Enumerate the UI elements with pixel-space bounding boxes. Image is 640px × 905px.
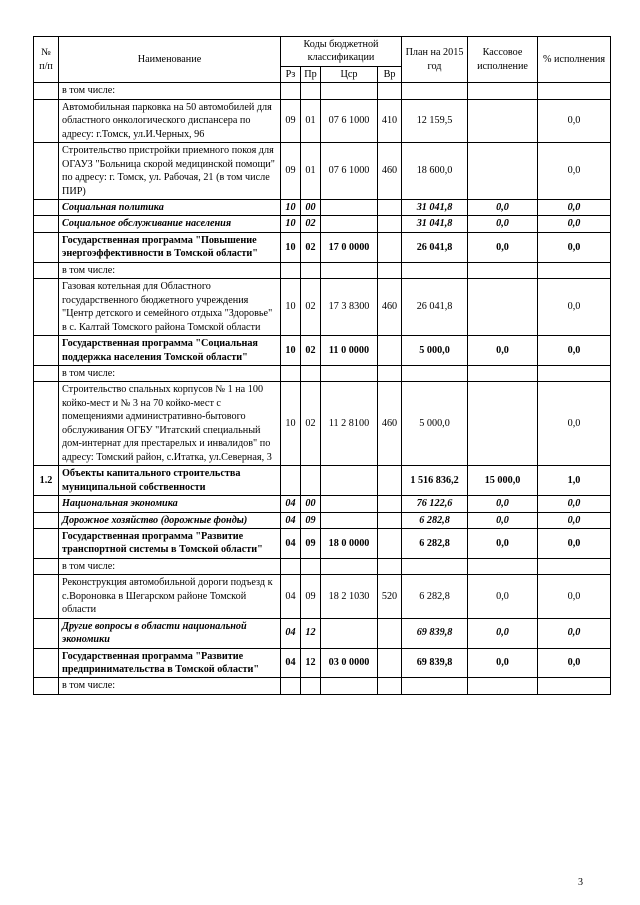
cell-pr (301, 83, 321, 99)
cell-csr (321, 466, 378, 496)
cell-pct: 0,0 (538, 199, 611, 215)
cell-rz: 10 (281, 199, 301, 215)
cell-pr: 00 (301, 199, 321, 215)
cell-plan: 5 000,0 (402, 336, 468, 366)
cell-pct: 0,0 (538, 618, 611, 648)
cell-csr: 18 2 1030 (321, 575, 378, 618)
cell-name: Объекты капитального строительства муниципальной собственности (59, 466, 281, 496)
cell-name: Другие вопросы в области национальной экономики (59, 618, 281, 648)
cell-name: Автомобильная парковка на 50 автомобилей для областного онкологического диспансера по адресу: г.Томск, ул.И.Черных, 96 (59, 99, 281, 142)
cell-plan: 76 122,6 (402, 496, 468, 512)
cell-pct: 0,0 (538, 232, 611, 262)
cell-name: Строительство пристройки приемного покоя для ОГАУЗ "Больница скорой медицинской помощи" по адресу: г. Томск, ул. Рабочая, 21 (в том числе ПИР) (59, 143, 281, 200)
cell-plan: 1 516 836,2 (402, 466, 468, 496)
cell-plan: 6 282,8 (402, 512, 468, 528)
cell-num (34, 618, 59, 648)
cell-plan: 31 041,8 (402, 216, 468, 232)
cell-name: Реконструкция автомобильной дороги подъезд к с.Вороновка в Шегарском районе Томской области (59, 575, 281, 618)
cell-vr (378, 558, 402, 574)
cell-name: Государственная программа "Развитие транспортной системы в Томской области" (59, 528, 281, 558)
cell-name: Социальная политика (59, 199, 281, 215)
cell-pr: 02 (301, 232, 321, 262)
cell-plan (402, 558, 468, 574)
cell-pr: 02 (301, 382, 321, 466)
cell-pr: 00 (301, 496, 321, 512)
cell-plan: 26 041,8 (402, 232, 468, 262)
cell-csr: 03 0 0000 (321, 648, 378, 678)
cell-num (34, 365, 59, 381)
cell-pct (538, 365, 611, 381)
cell-rz: 09 (281, 99, 301, 142)
cell-vr: 410 (378, 99, 402, 142)
cell-cash: 0,0 (468, 199, 538, 215)
cell-cash (468, 262, 538, 278)
cell-rz (281, 262, 301, 278)
cell-rz: 04 (281, 496, 301, 512)
cell-num (34, 575, 59, 618)
cell-plan: 31 041,8 (402, 199, 468, 215)
cell-cash: 0,0 (468, 512, 538, 528)
table-row (34, 232, 611, 262)
cell-plan (402, 83, 468, 99)
cell-pct: 0,0 (538, 648, 611, 678)
cell-pr (301, 466, 321, 496)
cell-pr (301, 678, 321, 694)
cell-cash (468, 365, 538, 381)
cell-name: в том числе: (59, 262, 281, 278)
cell-num (34, 528, 59, 558)
cell-rz: 04 (281, 528, 301, 558)
table-row (34, 528, 611, 558)
cell-pr: 12 (301, 648, 321, 678)
cell-pct: 0,0 (538, 496, 611, 512)
cell-rz (281, 466, 301, 496)
cell-plan: 26 041,8 (402, 279, 468, 336)
header-plan: План на 2015 год (402, 37, 468, 83)
table-row (34, 336, 611, 366)
cell-pr (301, 365, 321, 381)
cell-rz (281, 558, 301, 574)
cell-vr (378, 336, 402, 366)
cell-csr (321, 83, 378, 99)
cell-pr: 09 (301, 512, 321, 528)
table-row (34, 143, 611, 200)
cell-csr (321, 618, 378, 648)
cell-csr (321, 558, 378, 574)
cell-pct (538, 83, 611, 99)
cell-csr (321, 512, 378, 528)
cell-vr (378, 496, 402, 512)
cell-pct (538, 678, 611, 694)
cell-csr (321, 678, 378, 694)
cell-csr (321, 199, 378, 215)
cell-vr (378, 83, 402, 99)
cell-cash (468, 678, 538, 694)
cell-cash (468, 382, 538, 466)
cell-pct (538, 262, 611, 278)
table-row (34, 512, 611, 528)
table-row (34, 199, 611, 215)
cell-cash: 0,0 (468, 216, 538, 232)
table-row (34, 99, 611, 142)
cell-plan (402, 678, 468, 694)
cell-vr (378, 216, 402, 232)
cell-rz: 10 (281, 382, 301, 466)
cell-num: 1.2 (34, 466, 59, 496)
cell-cash: 0,0 (468, 648, 538, 678)
header-name: Наименование (59, 37, 281, 83)
cell-csr: 07 6 1000 (321, 99, 378, 142)
cell-pr: 12 (301, 618, 321, 648)
cell-cash (468, 279, 538, 336)
cell-pct: 0,0 (538, 575, 611, 618)
cell-vr (378, 528, 402, 558)
cell-cash: 0,0 (468, 575, 538, 618)
cell-cash: 0,0 (468, 496, 538, 512)
cell-name: Государственная программа "Повышение энергоэффективности в Томской области" (59, 232, 281, 262)
table-row (34, 382, 611, 466)
cell-plan: 6 282,8 (402, 528, 468, 558)
cell-pr: 02 (301, 336, 321, 366)
cell-cash: 0,0 (468, 232, 538, 262)
cell-name: Строительство спальных корпусов № 1 на 100 койко-мест и № 3 на 70 койко-мест с помещениями административно-бытового обслуживания ОГБУ "Итатский специальный дом-интернат для престарелых и инвалидов" по адресу: Томский район, с.Итатка, ул.Северная, 3 (59, 382, 281, 466)
cell-vr: 460 (378, 382, 402, 466)
budget-table (33, 36, 611, 695)
cell-vr (378, 648, 402, 678)
cell-pct: 0,0 (538, 143, 611, 200)
cell-num (34, 232, 59, 262)
cell-pct: 0,0 (538, 99, 611, 142)
cell-plan: 5 000,0 (402, 382, 468, 466)
cell-vr (378, 466, 402, 496)
cell-cash (468, 558, 538, 574)
cell-num (34, 336, 59, 366)
cell-cash: 0,0 (468, 336, 538, 366)
header-codes: Коды бюджетной классификации (281, 37, 402, 67)
cell-cash: 0,0 (468, 618, 538, 648)
cell-pct: 1,0 (538, 466, 611, 496)
cell-rz: 10 (281, 279, 301, 336)
cell-rz (281, 83, 301, 99)
table-row (34, 279, 611, 336)
cell-pct: 0,0 (538, 216, 611, 232)
cell-name: Государственная программа "Развитие предпринимательства в Томской области" (59, 648, 281, 678)
cell-vr (378, 365, 402, 381)
cell-pr: 02 (301, 216, 321, 232)
cell-name: Социальное обслуживание населения (59, 216, 281, 232)
cell-pr: 01 (301, 143, 321, 200)
header-pct: % исполнения (538, 37, 611, 83)
table-row (34, 496, 611, 512)
cell-num (34, 83, 59, 99)
table-row (34, 83, 611, 99)
cell-name: в том числе: (59, 678, 281, 694)
table-row (34, 648, 611, 678)
cell-csr (321, 216, 378, 232)
cell-num (34, 99, 59, 142)
cell-rz: 10 (281, 216, 301, 232)
cell-csr (321, 496, 378, 512)
cell-pct (538, 558, 611, 574)
cell-name: в том числе: (59, 365, 281, 381)
cell-csr (321, 365, 378, 381)
table-row (34, 262, 611, 278)
cell-pct: 0,0 (538, 528, 611, 558)
cell-csr: 17 0 0000 (321, 232, 378, 262)
cell-num (34, 216, 59, 232)
header-num: № п/п (34, 37, 59, 83)
cell-vr (378, 512, 402, 528)
cell-csr (321, 262, 378, 278)
cell-vr: 460 (378, 279, 402, 336)
cell-num (34, 496, 59, 512)
cell-cash: 0,0 (468, 528, 538, 558)
table-header (34, 37, 611, 83)
cell-num (34, 678, 59, 694)
cell-rz: 10 (281, 232, 301, 262)
cell-plan: 69 839,8 (402, 648, 468, 678)
cell-vr (378, 262, 402, 278)
cell-name: Национальная экономика (59, 496, 281, 512)
cell-name: Газовая котельная для Областного государственного бюджетного учреждения "Центр детского и семейного отдыха "Здоровье" в с. Калтай Томского района Томской области (59, 279, 281, 336)
page-number: 3 (578, 877, 583, 888)
cell-rz: 04 (281, 618, 301, 648)
cell-pr (301, 262, 321, 278)
table-row (34, 575, 611, 618)
cell-num (34, 512, 59, 528)
cell-rz: 10 (281, 336, 301, 366)
cell-name: Государственная программа "Социальная поддержка населения Томской области" (59, 336, 281, 366)
cell-pr (301, 558, 321, 574)
cell-plan: 69 839,8 (402, 618, 468, 648)
cell-csr: 07 6 1000 (321, 143, 378, 200)
header-csr: Цср (321, 66, 378, 82)
cell-plan: 12 159,5 (402, 99, 468, 142)
cell-rz (281, 365, 301, 381)
cell-plan (402, 262, 468, 278)
cell-pct: 0,0 (538, 336, 611, 366)
cell-rz: 04 (281, 648, 301, 678)
cell-rz (281, 678, 301, 694)
cell-num (34, 382, 59, 466)
cell-plan: 18 600,0 (402, 143, 468, 200)
cell-vr (378, 678, 402, 694)
cell-rz: 04 (281, 512, 301, 528)
header-rz: Рз (281, 66, 301, 82)
cell-vr: 460 (378, 143, 402, 200)
cell-cash (468, 143, 538, 200)
cell-name: в том числе: (59, 83, 281, 99)
table-row (34, 618, 611, 648)
cell-rz: 09 (281, 143, 301, 200)
header-vr: Вр (378, 66, 402, 82)
cell-name: в том числе: (59, 558, 281, 574)
cell-pr: 02 (301, 279, 321, 336)
cell-vr (378, 199, 402, 215)
cell-num (34, 279, 59, 336)
cell-cash: 15 000,0 (468, 466, 538, 496)
cell-pct: 0,0 (538, 382, 611, 466)
cell-csr: 17 3 8300 (321, 279, 378, 336)
header-cash: Кассовое исполнение (468, 37, 538, 83)
cell-csr: 11 2 8100 (321, 382, 378, 466)
cell-vr (378, 232, 402, 262)
cell-vr (378, 618, 402, 648)
cell-cash (468, 83, 538, 99)
cell-num (34, 199, 59, 215)
cell-pr: 09 (301, 528, 321, 558)
cell-vr: 520 (378, 575, 402, 618)
header-pr: Пр (301, 66, 321, 82)
cell-cash (468, 99, 538, 142)
table-body (34, 83, 611, 695)
cell-num (34, 558, 59, 574)
cell-pct: 0,0 (538, 512, 611, 528)
cell-num (34, 648, 59, 678)
cell-csr: 11 0 0000 (321, 336, 378, 366)
table-row (34, 216, 611, 232)
table-row (34, 558, 611, 574)
cell-name: Дорожное хозяйство (дорожные фонды) (59, 512, 281, 528)
cell-rz: 04 (281, 575, 301, 618)
table-row (34, 466, 611, 496)
cell-pct: 0,0 (538, 279, 611, 336)
cell-plan (402, 365, 468, 381)
cell-num (34, 262, 59, 278)
table-row (34, 678, 611, 694)
cell-plan: 6 282,8 (402, 575, 468, 618)
cell-csr: 18 0 0000 (321, 528, 378, 558)
table-row (34, 365, 611, 381)
cell-num (34, 143, 59, 200)
cell-pr: 01 (301, 99, 321, 142)
cell-pr: 09 (301, 575, 321, 618)
